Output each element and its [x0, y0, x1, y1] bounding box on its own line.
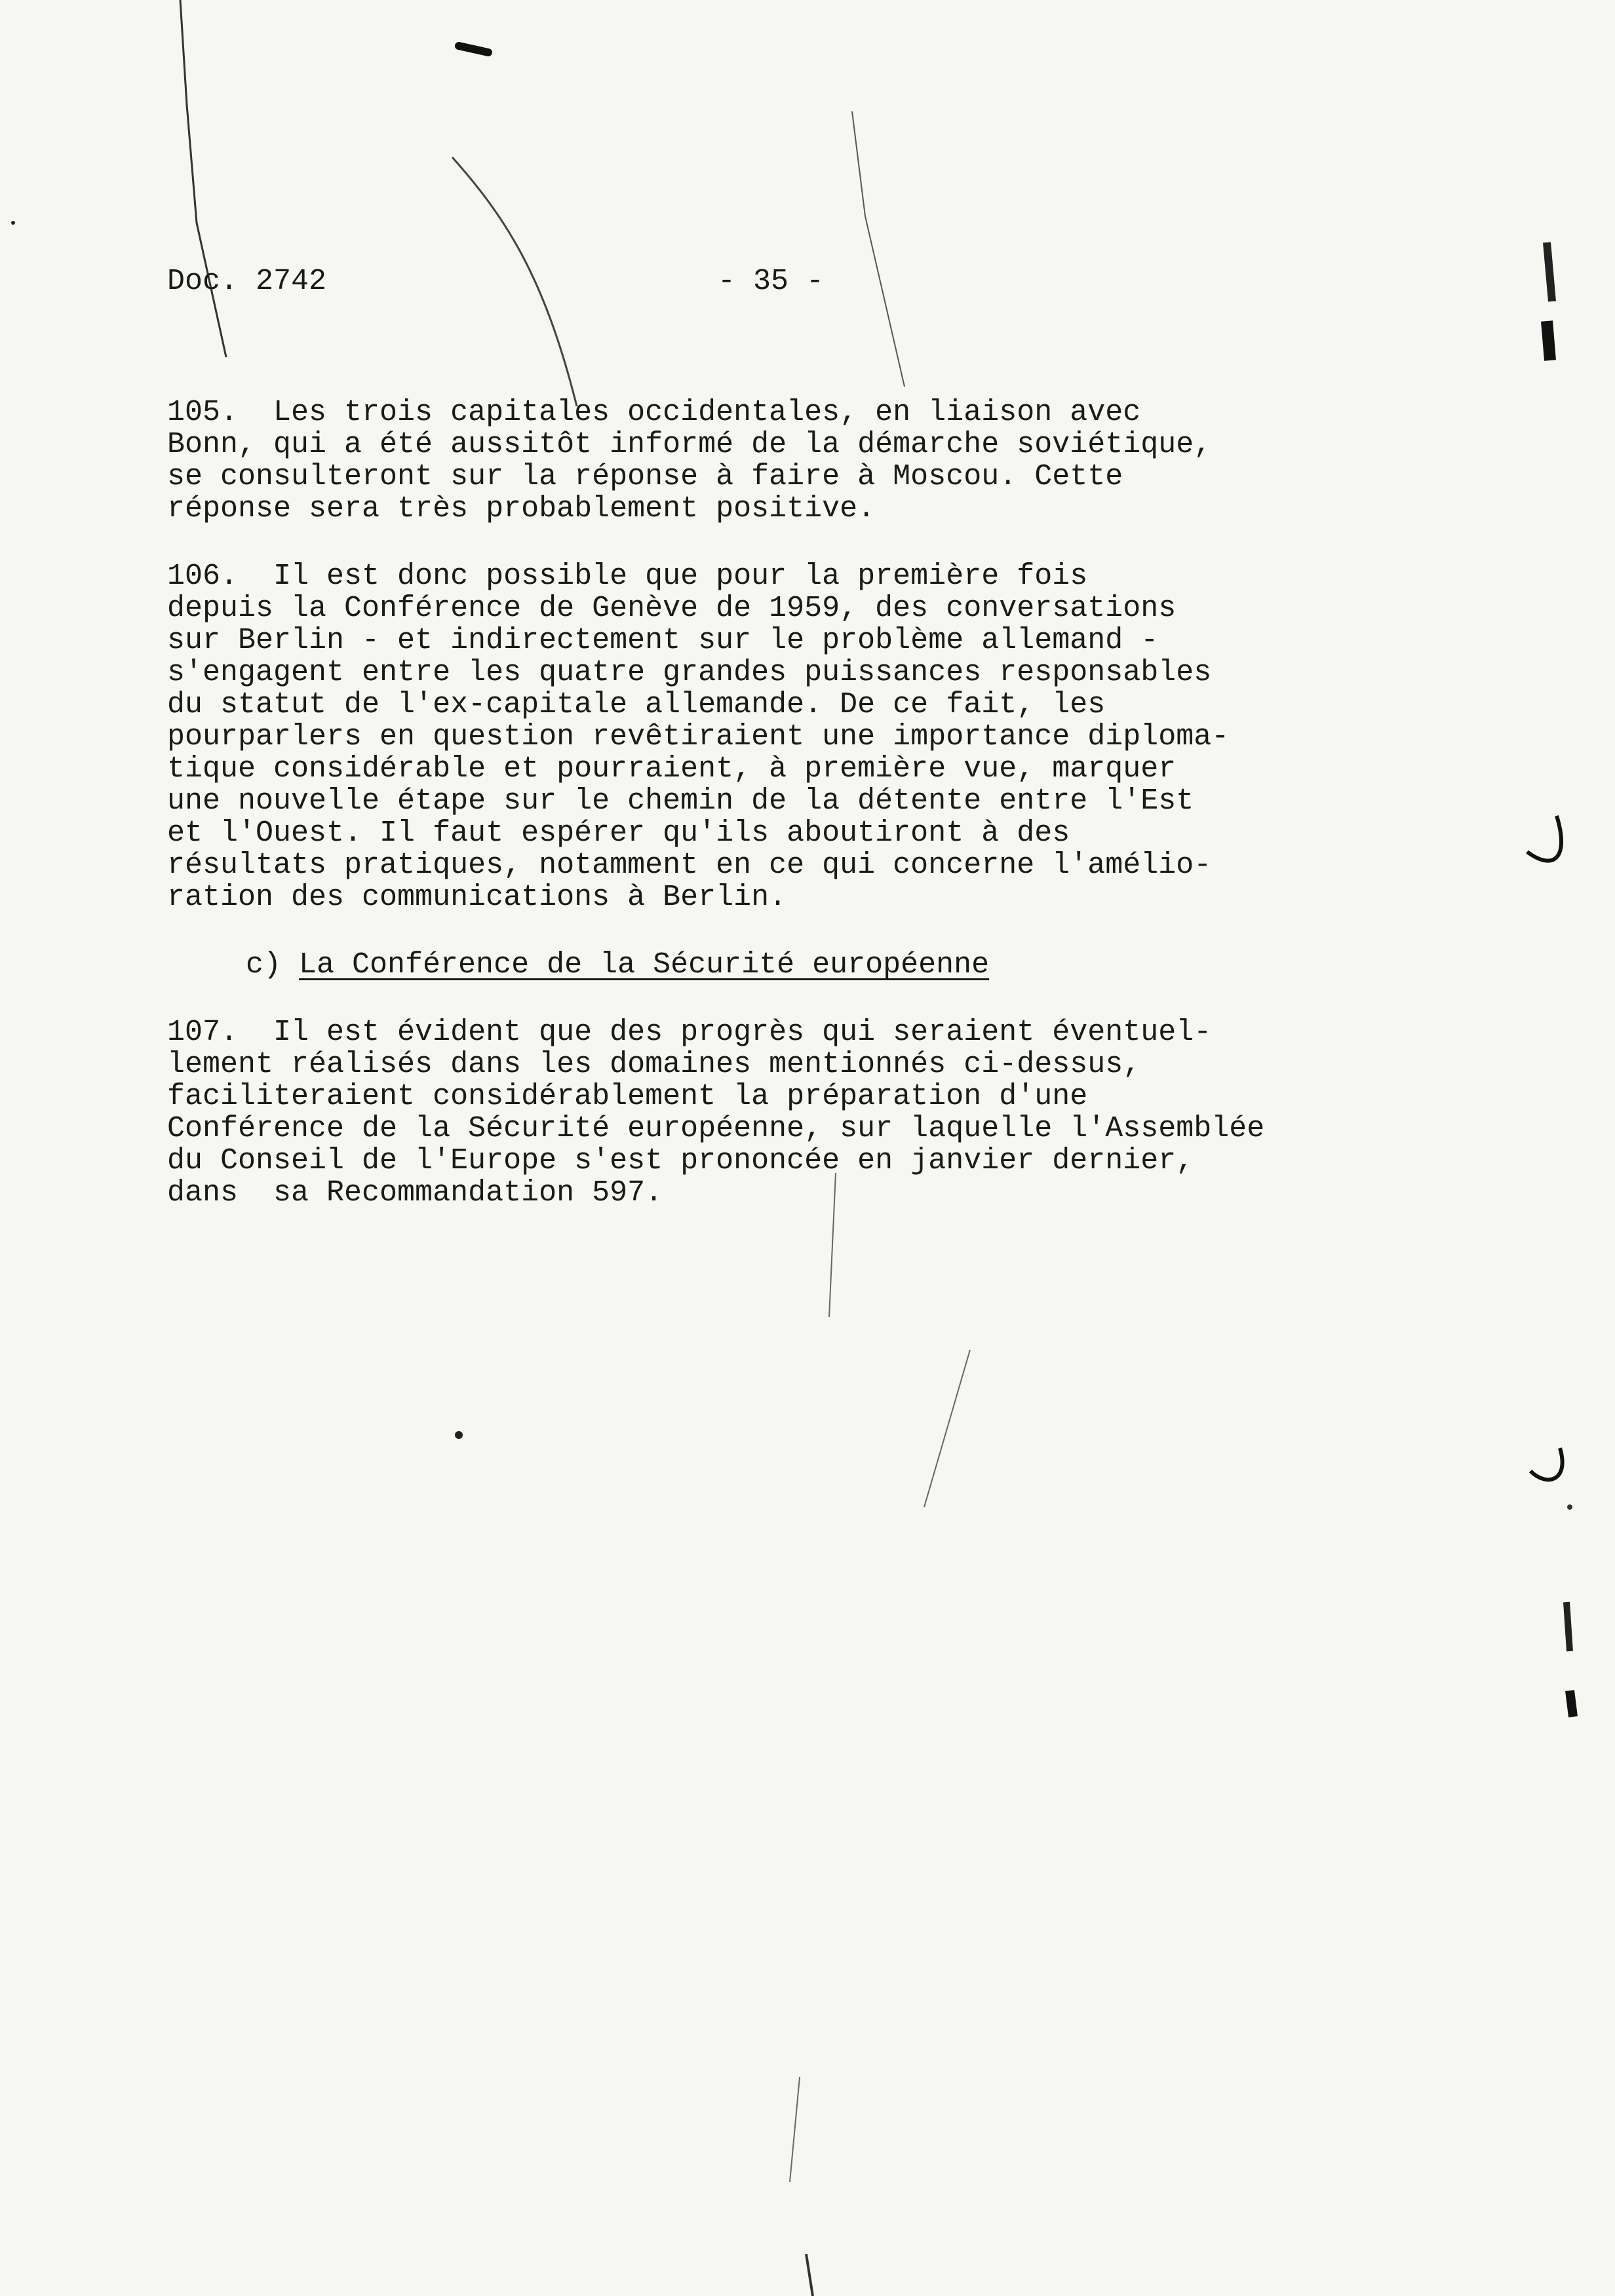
document-body	[167, 396, 1412, 1244]
paragraph-line: lement réalisés dans les domaines mentionnés ci-dessus,	[167, 1048, 1141, 1081]
paragraph-line: dans sa Recommandation 597.	[167, 1176, 663, 1210]
paragraph-line: Bonn, qui a été aussitôt informé de la démarche soviétique,	[167, 428, 1212, 461]
section-heading	[167, 949, 1412, 981]
paragraph-line: réponse sera très probablement positive.	[167, 492, 876, 526]
section-label: c)	[246, 948, 300, 982]
paragraph-line: Conférence de la Sécurité européenne, sur laquelle l'Assemblée	[167, 1112, 1265, 1145]
paragraph-line: s'engagent entre les quatre grandes puissances responsables	[167, 656, 1212, 689]
section-title: La Conférence de la Sécurité européenne	[299, 948, 990, 982]
paragraph-105	[167, 396, 1412, 525]
paragraph-line: du Conseil de l'Europe s'est prononcée en janvier dernier,	[167, 1144, 1194, 1177]
paragraph-line: tique considérable et pourraient, à première vue, marquer	[167, 752, 1177, 786]
page-header	[167, 259, 1019, 305]
paragraph-line: 105. Les trois capitales occidentales, en liaison avec	[167, 396, 1141, 429]
paragraph-line: du statut de l'ex-capitale allemande. De ce fait, les	[167, 688, 1106, 721]
paragraph-line: ration des communications à Berlin.	[167, 881, 787, 914]
paragraph-line: faciliteraient considérablement la préparation d'une	[167, 1080, 1088, 1113]
paragraph-line: une nouvelle étape sur le chemin de la détente entre l'Est	[167, 784, 1194, 818]
document-reference: Doc. 2742	[167, 265, 327, 298]
paragraph-line: depuis la Conférence de Genève de 1959, des conversations	[167, 592, 1177, 625]
paragraph-line: sur Berlin - et indirectement sur le problème allemand -	[167, 624, 1159, 657]
paragraph-107	[167, 1016, 1412, 1209]
paragraph-line: 106. Il est donc possible que pour la première fois	[167, 560, 1088, 593]
paragraph-line: se consulteront sur la réponse à faire à Moscou. Cette	[167, 460, 1123, 493]
paragraph-line: 107. Il est évident que des progrès qui seraient éventuel-	[167, 1016, 1212, 1049]
paragraph-line: pourparlers en question revêtiraient une importance diploma-	[167, 720, 1230, 754]
paragraph-line: et l'Ouest. Il faut espérer qu'ils aboutiront à des	[167, 816, 1070, 850]
paragraph-106	[167, 560, 1412, 913]
paragraph-line: résultats pratiques, notamment en ce qui concerne l'amélio-	[167, 849, 1212, 882]
page-number: - 35 -	[718, 265, 825, 298]
